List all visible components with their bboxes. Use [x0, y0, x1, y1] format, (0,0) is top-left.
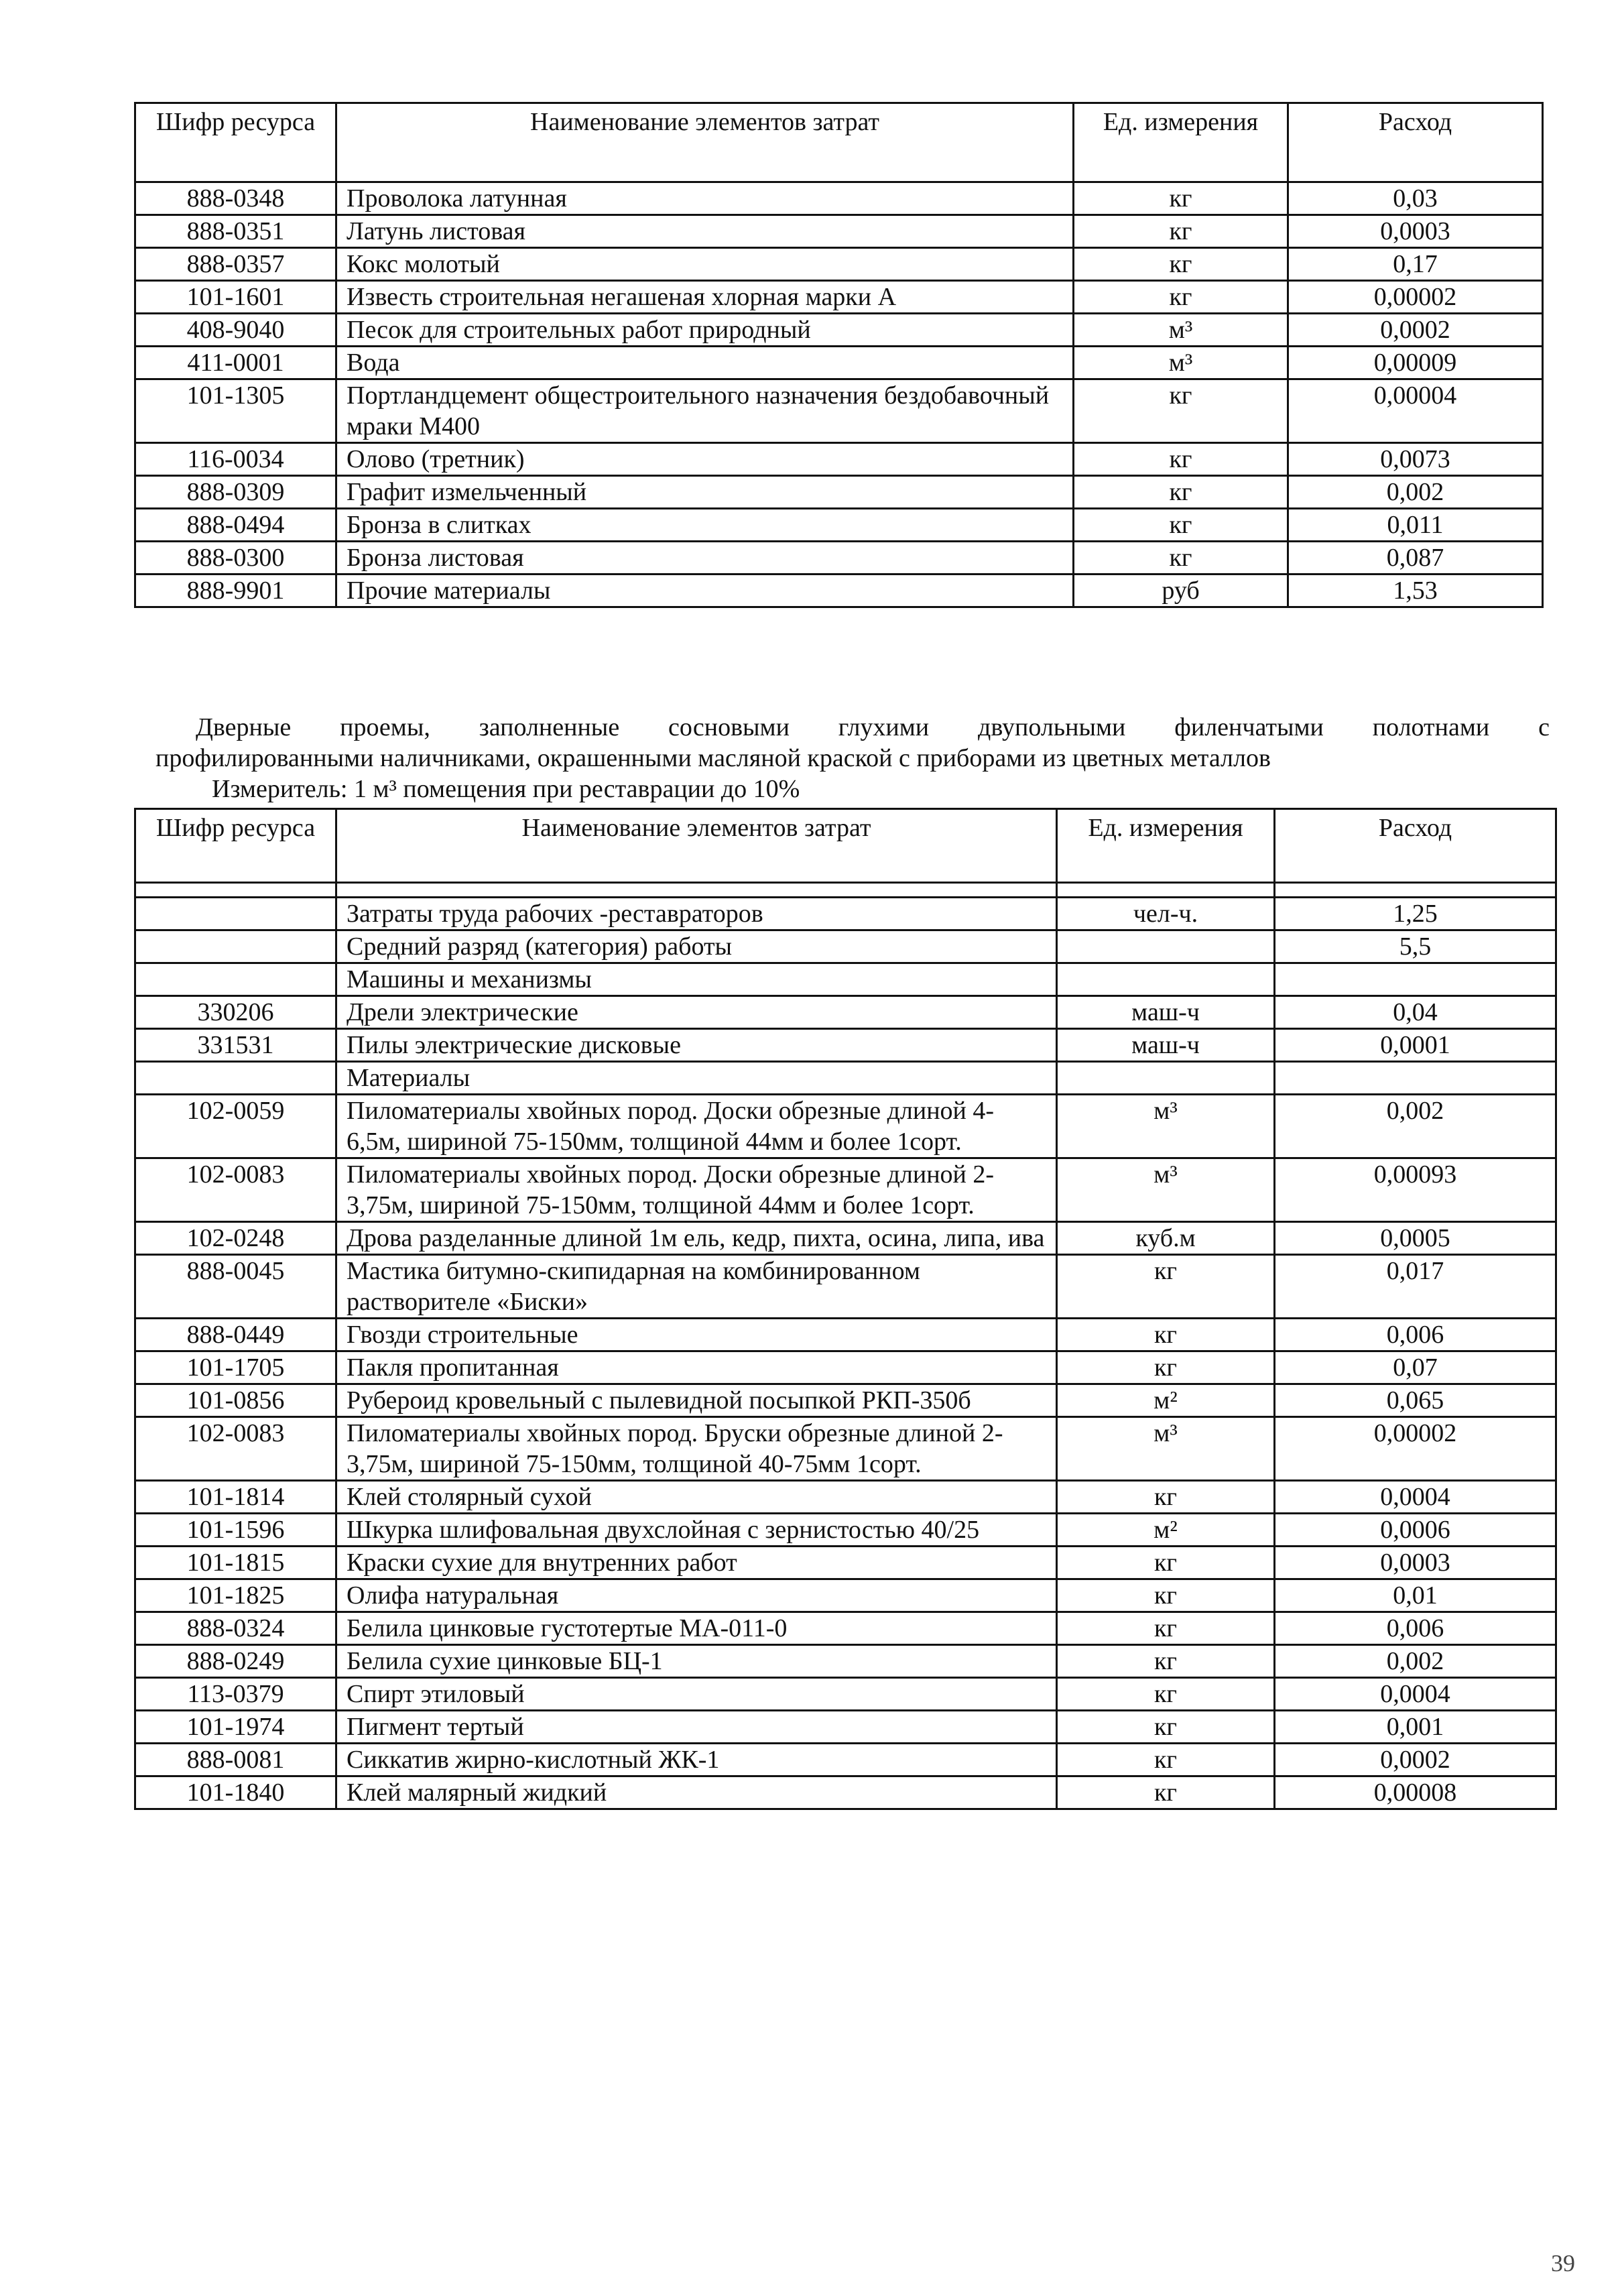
resource-code: [135, 963, 336, 996]
table-row: [135, 1029, 1556, 1062]
table-header-row: [135, 103, 1543, 182]
table-row: [135, 1062, 1556, 1095]
resource-unit: [1057, 1062, 1275, 1095]
resource-name: Пакля пропитанная: [336, 1351, 1057, 1384]
resource-qty: 0,0002: [1275, 1744, 1556, 1776]
resource-code: 102-0059: [135, 1095, 336, 1158]
header-unit: Ед. измерения: [1074, 103, 1288, 182]
resource-qty: 0,0004: [1275, 1678, 1556, 1711]
resource-code: 102-0083: [135, 1417, 336, 1481]
resource-name: Пиломатериалы хвойных пород. Доски обрезные длиной 4-6,5м, шириной 75-150мм, толщиной 44мм и более 1сорт.: [336, 1095, 1057, 1158]
table-row: [135, 1678, 1556, 1711]
section-title-line-2: профилированными наличниками, окрашенными масляной краской с приборами из цветных металлов: [155, 744, 1271, 772]
header-qty: Расход: [1288, 103, 1543, 182]
resource-qty: 0,00093: [1275, 1158, 1556, 1222]
resource-name: Пигмент тертый: [336, 1711, 1057, 1744]
resource-qty: 0,17: [1288, 248, 1543, 281]
resource-code: 101-1705: [135, 1351, 336, 1384]
resource-code: 116-0034: [135, 443, 336, 476]
resource-code: [135, 930, 336, 963]
table-body: [135, 898, 1556, 1809]
resource-qty: 0,0006: [1275, 1514, 1556, 1547]
resource-code: 888-9901: [135, 575, 336, 607]
table-row: [135, 575, 1543, 607]
resource-name: Спирт этиловый: [336, 1678, 1057, 1711]
resource-unit: кг: [1057, 1547, 1275, 1579]
resource-code: 101-1601: [135, 281, 336, 314]
resource-unit: м³: [1074, 314, 1288, 347]
resource-name: Бронза листовая: [336, 542, 1074, 575]
resource-unit: кг: [1057, 1255, 1275, 1319]
table-row: [135, 1645, 1556, 1678]
resource-name: Песок для строительных работ природный: [336, 314, 1074, 347]
resource-unit: [1057, 963, 1275, 996]
resource-unit: кг: [1057, 1645, 1275, 1678]
resource-name: Пиломатериалы хвойных пород. Бруски обрезные длиной 2-3,75м, шириной 75-150мм, толщиной 40-75мм 1сорт.: [336, 1417, 1057, 1481]
table-row: [135, 1514, 1556, 1547]
resource-code: 888-0494: [135, 509, 336, 542]
resource-name: Олифа натуральная: [336, 1579, 1057, 1612]
table-row: [135, 963, 1556, 996]
table-row: [135, 898, 1556, 930]
resource-table-1: [134, 102, 1544, 608]
resource-unit: кг: [1057, 1351, 1275, 1384]
resource-qty: 0,002: [1288, 476, 1543, 509]
resource-unit: чел-ч.: [1057, 898, 1275, 930]
resource-qty: 0,002: [1275, 1645, 1556, 1678]
resource-qty: 0,0003: [1275, 1547, 1556, 1579]
resource-qty: 0,087: [1288, 542, 1543, 575]
resource-qty: 0,0001: [1275, 1029, 1556, 1062]
resource-name: Машины и механизмы: [336, 963, 1057, 996]
resource-code: 888-0357: [135, 248, 336, 281]
resource-name: Пилы электрические дисковые: [336, 1029, 1057, 1062]
resource-qty: 0,001: [1275, 1711, 1556, 1744]
resource-unit: кг: [1057, 1744, 1275, 1776]
resource-qty: 0,04: [1275, 996, 1556, 1029]
table-row: [135, 1255, 1556, 1319]
resource-code: 113-0379: [135, 1678, 336, 1711]
resource-name: Графит измельченный: [336, 476, 1074, 509]
table-header-row: [135, 809, 1556, 883]
resource-unit: кг: [1057, 1319, 1275, 1351]
resource-qty: 0,00004: [1288, 379, 1543, 443]
header-unit: Ед. измерения: [1057, 809, 1275, 883]
resource-code: [135, 1062, 336, 1095]
table-row: [135, 1744, 1556, 1776]
resource-unit: кг: [1057, 1711, 1275, 1744]
resource-code: 102-0083: [135, 1158, 336, 1222]
resource-name: Пиломатериалы хвойных пород. Доски обрезные длиной 2-3,75м, шириной 75-150мм, толщиной 44мм и более 1сорт.: [336, 1158, 1057, 1222]
resource-name: Шкурка шлифовальная двухслойная с зернистостью 40/25: [336, 1514, 1057, 1547]
resource-unit: кг: [1074, 509, 1288, 542]
page-number: 39: [1551, 2250, 1575, 2277]
resource-name: Кокс молотый: [336, 248, 1074, 281]
resource-code: 102-0248: [135, 1222, 336, 1255]
resource-unit: кг: [1057, 1612, 1275, 1645]
resource-name: Олово (третник): [336, 443, 1074, 476]
table-row: [135, 347, 1543, 379]
resource-unit: кг: [1074, 476, 1288, 509]
resource-qty: 0,00002: [1275, 1417, 1556, 1481]
table-row: [135, 1095, 1556, 1158]
resource-qty: 0,0005: [1275, 1222, 1556, 1255]
resource-qty: 0,0002: [1288, 314, 1543, 347]
resource-unit: кг: [1074, 443, 1288, 476]
resource-qty: 0,065: [1275, 1384, 1556, 1417]
resource-code: 411-0001: [135, 347, 336, 379]
resource-code: 408-9040: [135, 314, 336, 347]
resource-unit: маш-ч: [1057, 1029, 1275, 1062]
resource-qty: 1,25: [1275, 898, 1556, 930]
resource-unit: кг: [1057, 1678, 1275, 1711]
resource-name: Клей столярный сухой: [336, 1481, 1057, 1514]
header-name: Наименование элементов затрат: [336, 809, 1057, 883]
resource-name: Дрели электрические: [336, 996, 1057, 1029]
header-code: Шифр ресурса: [135, 809, 336, 883]
resource-name: Гвозди строительные: [336, 1319, 1057, 1351]
resource-code: 101-1305: [135, 379, 336, 443]
table-row: [135, 1351, 1556, 1384]
resource-qty: 0,011: [1288, 509, 1543, 542]
resource-name: Латунь листовая: [336, 215, 1074, 248]
table-row: [135, 1417, 1556, 1481]
resource-name: Рубероид кровельный с пылевидной посыпкой РКП-350б: [336, 1384, 1057, 1417]
table-body: [135, 182, 1543, 607]
resource-unit: м³: [1057, 1417, 1275, 1481]
table-row: [135, 379, 1543, 443]
table-row: [135, 1579, 1556, 1612]
resource-code: [135, 898, 336, 930]
resource-code: 101-1814: [135, 1481, 336, 1514]
resource-code: 101-0856: [135, 1384, 336, 1417]
resource-qty: 0,00002: [1288, 281, 1543, 314]
resource-unit: кг: [1074, 379, 1288, 443]
resource-qty: 0,03: [1288, 182, 1543, 215]
table-row: [135, 281, 1543, 314]
resource-code: 888-0081: [135, 1744, 336, 1776]
resource-qty: 0,00009: [1288, 347, 1543, 379]
table-row: [135, 182, 1543, 215]
resource-code: 888-0324: [135, 1612, 336, 1645]
table-row: [135, 1612, 1556, 1645]
resource-qty: 0,002: [1275, 1095, 1556, 1158]
table-row: [135, 930, 1556, 963]
resource-unit: кг: [1057, 1776, 1275, 1809]
resource-unit: куб.м: [1057, 1222, 1275, 1255]
table-row: [135, 1481, 1556, 1514]
resource-unit: маш-ч: [1057, 996, 1275, 1029]
resource-unit: м³: [1057, 1158, 1275, 1222]
table-row: [135, 542, 1543, 575]
resource-name: Сиккатив жирно-кислотный ЖК-1: [336, 1744, 1057, 1776]
resource-name: Мастика битумно-скипидарная на комбинированном растворителе «Биски»: [336, 1255, 1057, 1319]
resource-qty: 0,0073: [1288, 443, 1543, 476]
resource-table-2: [134, 808, 1557, 1810]
table-row: [135, 509, 1543, 542]
resource-qty: 0,0003: [1288, 215, 1543, 248]
resource-name: Портландцемент общестроительного назначения бездобавочный мраки М400: [336, 379, 1074, 443]
resource-qty: [1275, 1062, 1556, 1095]
table-row: [135, 1222, 1556, 1255]
resource-name: Дрова разделанные длиной 1м ель, кедр, пихта, осина, липа, ива: [336, 1222, 1057, 1255]
table-row: [135, 996, 1556, 1029]
resource-name: Проволока латунная: [336, 182, 1074, 215]
resource-unit: кг: [1057, 1579, 1275, 1612]
table-spacer-row: [135, 883, 1556, 898]
resource-code: 101-1974: [135, 1711, 336, 1744]
header-code: Шифр ресурса: [135, 103, 336, 182]
table-row: [135, 314, 1543, 347]
resource-name: Средний разряд (категория) работы: [336, 930, 1057, 963]
resource-name: Белила сухие цинковые БЦ-1: [336, 1645, 1057, 1678]
resource-code: 888-0249: [135, 1645, 336, 1678]
table-row: [135, 443, 1543, 476]
resource-code: 888-0348: [135, 182, 336, 215]
section-title-line-1: Дверные проемы, заполненные сосновыми глухими двупольными филенчатыми полотнами с: [196, 713, 1550, 741]
resource-code: 330206: [135, 996, 336, 1029]
table-row: [135, 476, 1543, 509]
resource-unit: м²: [1057, 1514, 1275, 1547]
table-row: [135, 1319, 1556, 1351]
table-row: [135, 1384, 1556, 1417]
resource-name: Клей малярный жидкий: [336, 1776, 1057, 1809]
resource-code: 101-1840: [135, 1776, 336, 1809]
resource-code: 888-0045: [135, 1255, 336, 1319]
resource-name: Прочие материалы: [336, 575, 1074, 607]
table-row: [135, 1158, 1556, 1222]
resource-unit: кг: [1057, 1481, 1275, 1514]
resource-qty: 0,017: [1275, 1255, 1556, 1319]
table-row: [135, 1711, 1556, 1744]
table-row: [135, 1547, 1556, 1579]
resource-code: 888-0449: [135, 1319, 336, 1351]
resource-unit: м³: [1074, 347, 1288, 379]
resource-name: Бронза в слитках: [336, 509, 1074, 542]
resource-unit: кг: [1074, 248, 1288, 281]
resource-code: 101-1825: [135, 1579, 336, 1612]
resource-qty: 0,0004: [1275, 1481, 1556, 1514]
resource-unit: кг: [1074, 542, 1288, 575]
resource-code: 888-0309: [135, 476, 336, 509]
resource-unit: [1057, 930, 1275, 963]
section-measure: Измеритель: 1 м³ помещения при реставрации до 10%: [212, 775, 800, 803]
header-qty: Расход: [1275, 809, 1556, 883]
resource-name: Белила цинковые густотертые МА-011-0: [336, 1612, 1057, 1645]
header-name: Наименование элементов затрат: [336, 103, 1074, 182]
resource-qty: [1275, 963, 1556, 996]
resource-unit: кг: [1074, 182, 1288, 215]
resource-qty: 1,53: [1288, 575, 1543, 607]
resource-unit: руб: [1074, 575, 1288, 607]
resource-qty: 0,07: [1275, 1351, 1556, 1384]
resource-qty: 5,5: [1275, 930, 1556, 963]
resource-name: Краски сухие для внутренних работ: [336, 1547, 1057, 1579]
resource-name: Известь строительная негашеная хлорная марки А: [336, 281, 1074, 314]
resource-unit: м²: [1057, 1384, 1275, 1417]
resource-qty: 0,00008: [1275, 1776, 1556, 1809]
resource-code: 331531: [135, 1029, 336, 1062]
resource-qty: 0,01: [1275, 1579, 1556, 1612]
resource-code: 101-1815: [135, 1547, 336, 1579]
table-row: [135, 248, 1543, 281]
resource-qty: 0,006: [1275, 1319, 1556, 1351]
resource-name: Материалы: [336, 1062, 1057, 1095]
table-row: [135, 215, 1543, 248]
resource-qty: 0,006: [1275, 1612, 1556, 1645]
resource-unit: кг: [1074, 281, 1288, 314]
resource-code: 101-1596: [135, 1514, 336, 1547]
resource-unit: м³: [1057, 1095, 1275, 1158]
table-row: [135, 1776, 1556, 1809]
resource-unit: кг: [1074, 215, 1288, 248]
resource-code: 888-0300: [135, 542, 336, 575]
resource-name: Вода: [336, 347, 1074, 379]
resource-code: 888-0351: [135, 215, 336, 248]
resource-name: Затраты труда рабочих -реставраторов: [336, 898, 1057, 930]
